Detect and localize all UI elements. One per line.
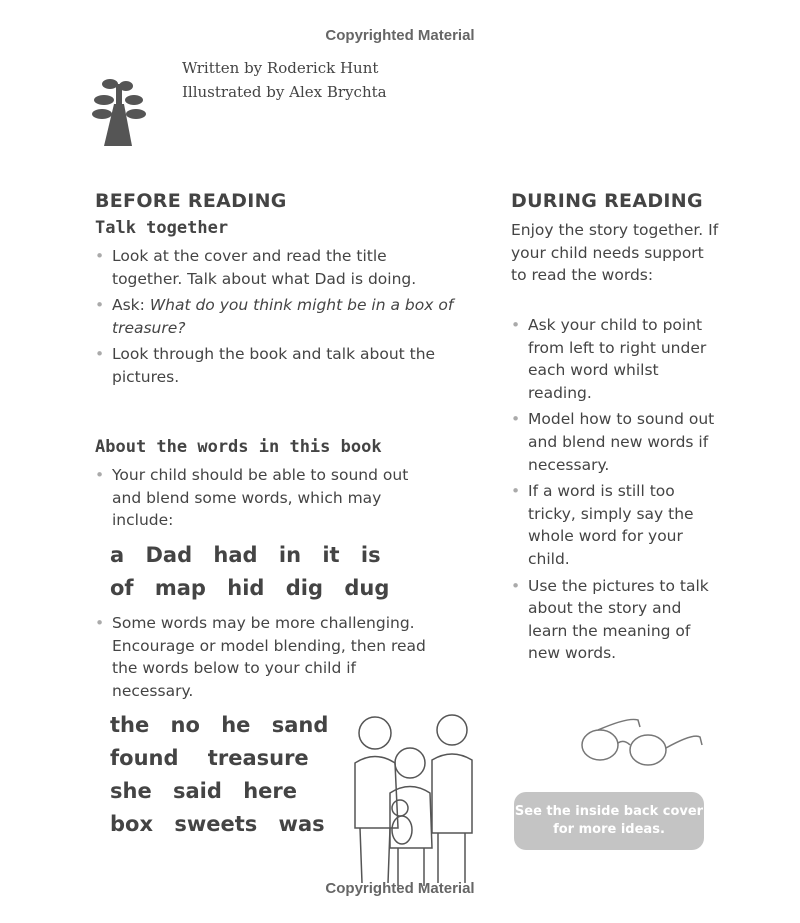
more-ideas-badge: See the inside back cover for more ideas. [514, 792, 704, 850]
list-item [95, 294, 455, 339]
tricky-words-row: box sweets was [110, 812, 325, 836]
tricky-words-row: the no he sand [110, 713, 329, 737]
before-reading-heading: BEFORE READING [95, 190, 287, 212]
list-item: • Ask your child to point from left to right under each word whilst reading. [511, 314, 716, 404]
illustrator-credit: Illustrated by Alex Brychta [182, 83, 387, 101]
tree-logo-icon [92, 76, 146, 148]
copyright-header: Copyrighted Material [325, 27, 475, 44]
during-intro: Enjoy the story together. If your child needs support to read the words: [511, 221, 719, 285]
ask-label: Ask: [112, 296, 150, 315]
talk-together-heading: Talk together [95, 218, 229, 238]
list-item: • Your child should be able to sound out and blend some words, which may include: [95, 464, 415, 532]
about-words-heading: About the words in this book [95, 437, 382, 457]
list-item: • Look through the book and talk about the pictures. [95, 343, 455, 388]
tricky-words-row: she said here [110, 779, 298, 803]
decodable-words-row: of map hid dig dug [110, 576, 390, 600]
ask-question: What do you think might be in a box of treasure? [112, 296, 454, 337]
author-credit: Written by Roderick Hunt [182, 59, 379, 77]
list-item: • If a word is still too tricky, simply say the whole word for your child. [511, 480, 716, 570]
list-item: • Model how to sound out and blend new words if necessary. [511, 408, 716, 476]
glasses-icon [578, 715, 708, 770]
copyright-footer: Copyrighted Material [325, 880, 475, 897]
tricky-words-row: found treasure [110, 746, 309, 770]
during-reading-heading: DURING READING [511, 190, 703, 212]
list-item: • Use the pictures to talk about the story and learn the meaning of new words. [511, 575, 716, 665]
list-item: • Look at the cover and read the title together. Talk about what Dad is doing. [95, 245, 455, 290]
list-item: • Some words may be more challenging. Encourage or model blending, then read the words below to your child if necessary. [95, 612, 440, 702]
children-illustration [340, 708, 485, 888]
decodable-words-row: a Dad had in it is [110, 543, 381, 567]
